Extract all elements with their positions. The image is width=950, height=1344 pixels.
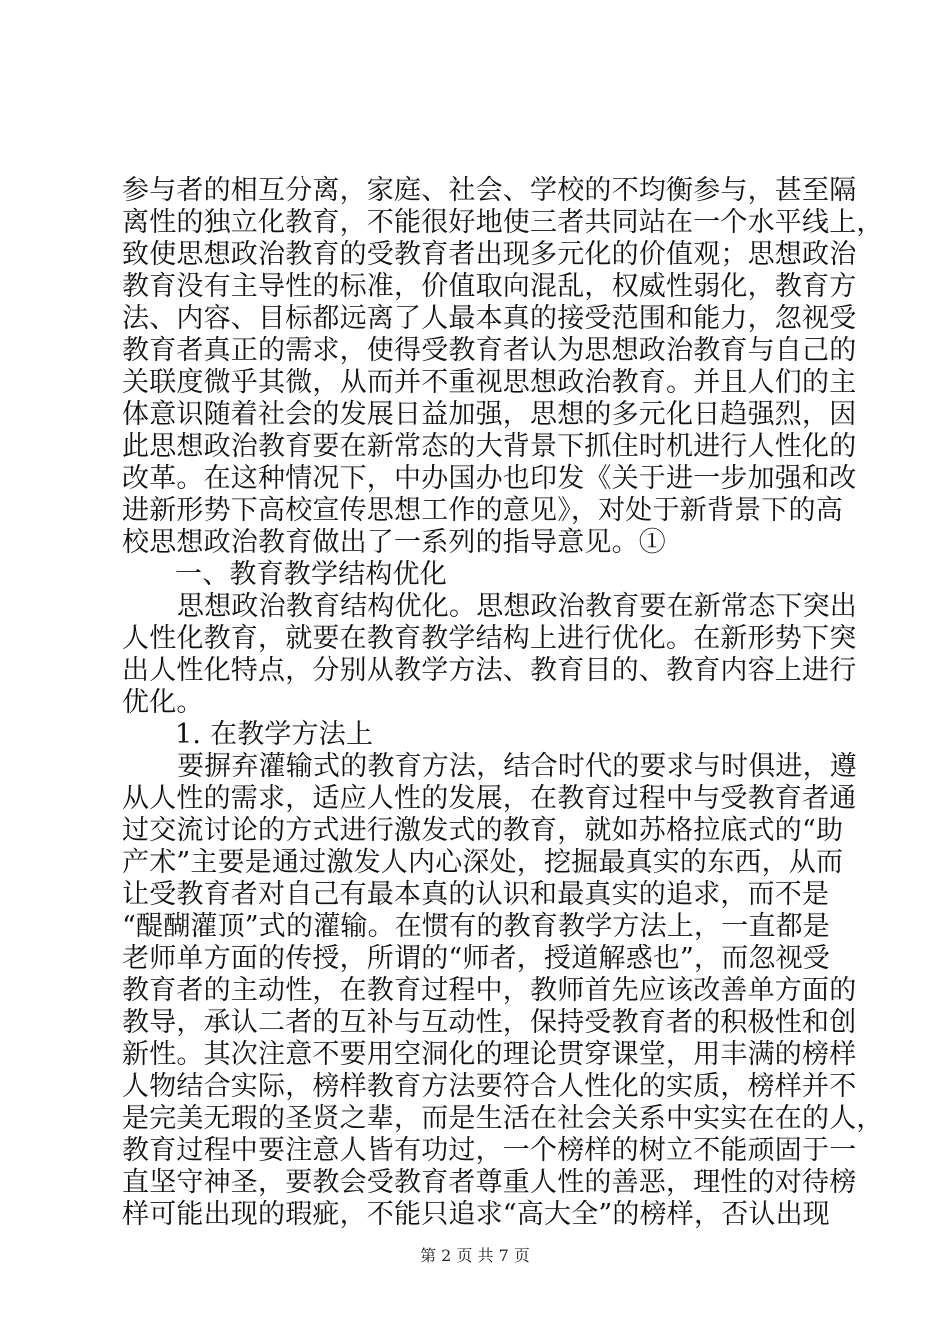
body-text-line: “醍醐灌顶”式的灌输。在惯有的教育教学方法上，一直都是 [122,911,831,942]
body-text-line: 体意识随着社会的发展日益加强，思想的多元化日趋强烈，因 [122,399,857,430]
body-text-line: 优化。 [122,687,204,718]
body-text-line: 直坚守神圣，要教会受教育者尊重人性的善恶，理性的对待榜 [122,1167,857,1198]
body-text-line: 参与者的相互分离，家庭、社会、学校的不均衡参与，甚至隔 [122,175,857,206]
body-text-line: 教导，承认二者的互补与互动性，保持受教育者的积极性和创 [122,1007,857,1038]
body-text-line: 过交流讨论的方式进行激发式的教育，就如苏格拉底式的“助 [122,815,844,846]
body-text-line: 出人性化特点，分别从教学方法、教育目的、教育内容上进行 [122,655,857,686]
body-text-line: 致使思想政治教育的受教育者出现多元化的价值观；思想政治 [122,239,857,270]
body-text-line: 要摒弃灌输式的教育方法，结合时代的要求与时俱进，遵 [177,751,857,782]
page-number-footer: 第 2 页 共 7 页 [420,1246,530,1265]
body-text-line: 教育没有主导性的标准，价值取向混乱，权威性弱化，教育方 [122,271,857,302]
body-text-line: 教育者的主动性，在教育过程中，教师首先应该改善单方面的 [122,975,857,1006]
section-heading: 一、教育教学结构优化 [175,559,447,590]
body-text-line: 改革。在这种情况下，中办国办也印发《关于进一步加强和改 [122,463,857,494]
body-text-line: 人物结合实际，榜样教育方法要符合人性化的实质，榜样并不 [122,1071,857,1102]
body-text-line: 校思想政治教育做出了一系列的指导意见。① [122,527,666,558]
body-text-line: 思想政治教育结构优化。思想政治教育要在新常态下突出 [177,591,857,622]
body-text-line: 产术”主要是通过激发人内心深处，挖掘最真实的东西，从而 [122,847,844,878]
body-text-line: 人性化教育，就要在教育教学结构上进行优化。在新形势下突 [122,623,857,654]
body-text-line: 进新形势下高校宣传思想工作的意见》，对处于新背景下的高 [122,495,843,526]
body-text-line: 法、内容、目标都远离了人最本真的接受范围和能力，忽视受 [122,303,857,334]
body-text-line: 教育过程中要注意人皆有功过，一个榜样的树立不能顽固于一 [122,1135,857,1166]
subsection-heading: 1. 在教学方法上 [175,719,374,750]
body-text-line: 从人性的需求，适应人性的发展，在教育过程中与受教育者通 [122,783,857,814]
body-text-line: 老师单方面的传授，所谓的“师者，授道解惑也”，而忽视受 [122,943,831,974]
body-text-line: 新性。其次注意不要用空洞化的理论贯穿课堂，用丰满的榜样 [122,1039,857,1070]
body-text-line: 教育者真正的需求，使得受教育者认为思想政治教育与自己的 [122,335,857,366]
body-text-line: 此思想政治教育要在新常态的大背景下抓住时机进行人性化的 [122,431,857,462]
body-text-line: 让受教育者对自己有最本真的认识和最真实的追求，而不是 [122,879,830,910]
body-text-line: 关联度微乎其微，从而并不重视思想政治教育。并且人们的主 [122,367,857,398]
body-text-line: 是完美无瑕的圣贤之辈，而是生活在社会关系中实实在在的人， [122,1103,884,1134]
body-text-line: 样可能出现的瑕疵，不能只追求“高大全”的榜样，否认出现 [122,1199,831,1230]
body-text-line: 离性的独立化教育，不能很好地使三者共同站在一个水平线上， [122,207,884,238]
